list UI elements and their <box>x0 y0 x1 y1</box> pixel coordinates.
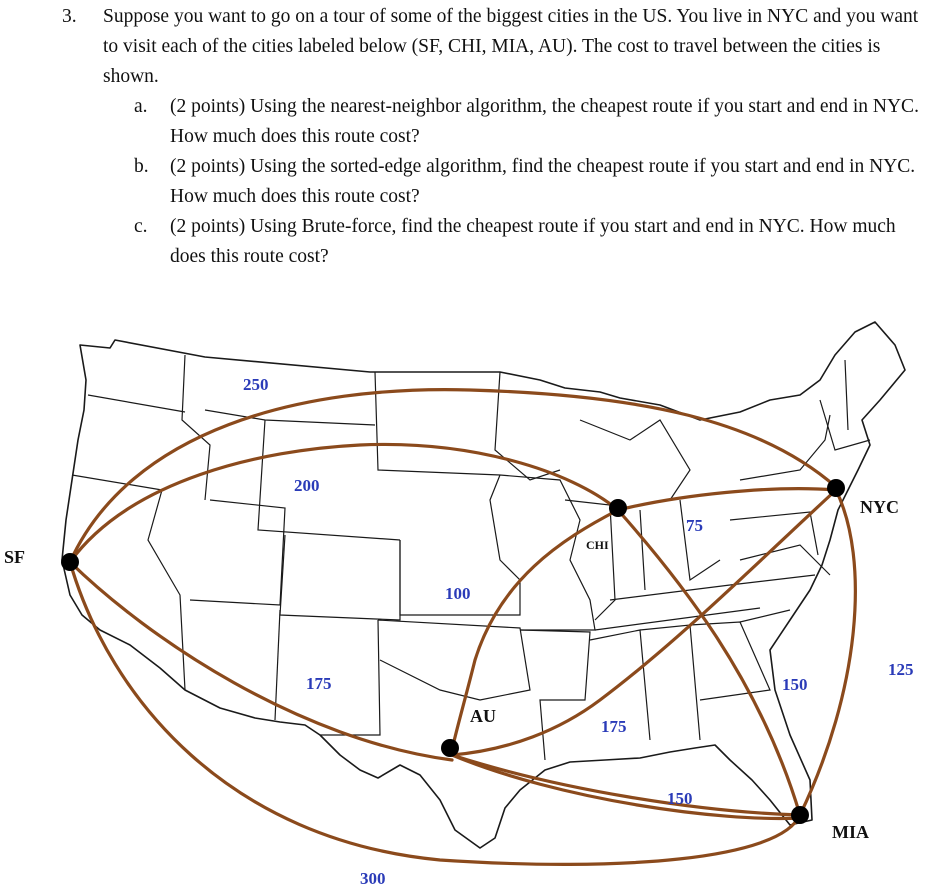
city-label-sf: SF <box>4 547 26 567</box>
state-border-nc-sc <box>730 575 815 622</box>
city-dot-chi <box>609 499 627 517</box>
state-border-new-england <box>820 360 870 450</box>
cost-label-sf-chi: 200 <box>294 476 320 495</box>
us-border-path <box>62 322 905 848</box>
question-number: 3. <box>62 6 77 27</box>
cost-label-chi-mia: 150 <box>782 675 808 694</box>
state-border-ar-la <box>520 630 590 760</box>
city-label-nyc: NYC <box>860 497 899 517</box>
edge-sf-chi <box>70 444 618 562</box>
state-border-mi <box>580 420 690 500</box>
state-border-ok <box>378 620 530 700</box>
edge-sf-mia <box>70 562 800 864</box>
state-border-nd-sd <box>375 372 500 475</box>
state-border-or-ca <box>72 475 162 490</box>
state-border-in-oh <box>640 500 720 590</box>
part-text: (2 points) Using the nearest-neighbor algorithm, the cheapest route if you start and end in NYC. How much does this route cost? <box>170 96 919 147</box>
state-border-wy <box>258 420 400 540</box>
cost-label-chi-nyc: 75 <box>686 516 703 535</box>
cost-label-nyc-mia: 125 <box>888 660 914 679</box>
us-outline <box>62 322 905 848</box>
question-intro-text: Suppose you want to go on a tour of some of the biggest cities in the US. You live in NYC and you want to visit each of the cities labeled below (SF, CHI, MIA, AU). The cost to travel between the cities is shown. <box>103 6 919 87</box>
edge-sf-au <box>70 562 452 760</box>
edge-nyc-mia <box>800 490 855 815</box>
city-label-au: AU <box>470 706 496 726</box>
cost-label-chi-au: 100 <box>445 584 471 603</box>
part-letter: b. <box>134 156 149 177</box>
state-border-ia-mo <box>500 475 595 630</box>
city-dot-au <box>441 739 459 757</box>
edge-nyc-au <box>452 490 836 755</box>
city-label-chi: CHI <box>586 538 609 552</box>
city-dot-sf <box>61 553 79 571</box>
cost-label-nyc-au: 175 <box>601 717 627 736</box>
cost-label-sf-mia: 300 <box>360 869 386 888</box>
state-border-co <box>280 535 400 620</box>
state-border-or-wa <box>88 395 185 412</box>
city-dot-nyc <box>827 479 845 497</box>
cost-label-sf-nyc: 250 <box>243 375 269 394</box>
cost-label-au-mia: 150 <box>667 789 693 808</box>
state-border-ut <box>190 500 285 605</box>
part-text: (2 points) Using Brute-force, find the cheapest route if you start and end in NYC. How much does this route cost? <box>170 216 896 267</box>
part-text: (2 points) Using the sorted-edge algorithm, find the cheapest route if you start and end in NYC. How much does this route cost? <box>170 156 916 207</box>
city-label-mia: MIA <box>832 822 869 842</box>
state-borders <box>72 355 870 760</box>
route-edges <box>70 390 855 865</box>
city-dot-mia <box>791 806 809 824</box>
state-border-nv <box>148 490 185 690</box>
edge-au-mia <box>452 755 800 815</box>
state-border-tn-ky <box>595 585 760 630</box>
edge-chi-nyc <box>618 489 836 510</box>
cost-label-sf-au: 175 <box>306 674 332 693</box>
part-letter: a. <box>134 96 148 117</box>
part-letter: c. <box>134 216 148 237</box>
